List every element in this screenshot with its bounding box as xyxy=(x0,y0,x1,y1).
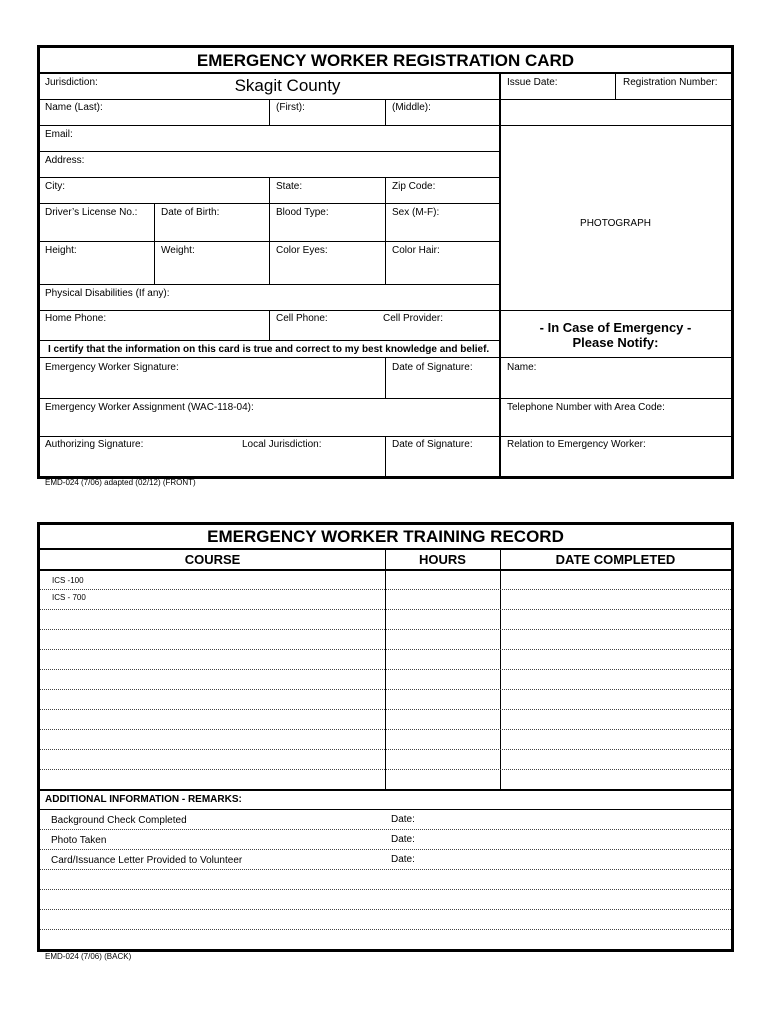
signature-date-label: Date of Signature: xyxy=(392,362,473,373)
contact-name-label: Name: xyxy=(507,362,537,373)
table-row xyxy=(40,589,731,609)
hours-cell[interactable] xyxy=(385,729,500,749)
issue-date-label: Issue Date: xyxy=(507,77,558,88)
cell-provider-label: Cell Provider: xyxy=(383,313,444,324)
contact-phone-label: Telephone Number with Area Code: xyxy=(507,402,665,413)
table-row xyxy=(40,629,731,649)
name-middle-label: (Middle): xyxy=(392,102,431,113)
hours-cell[interactable] xyxy=(385,609,500,629)
remarks-title: ADDITIONAL INFORMATION - REMARKS: xyxy=(45,794,242,805)
date-completed-cell[interactable] xyxy=(500,769,731,789)
name-first-label: (First): xyxy=(276,102,305,113)
license-label: Driver’s License No.: xyxy=(45,207,138,218)
date-completed-cell[interactable] xyxy=(500,689,731,709)
date-completed-cell[interactable] xyxy=(500,729,731,749)
date-column-header: DATE COMPLETED xyxy=(555,552,676,567)
course-cell[interactable]: ICS - 700 xyxy=(52,593,86,602)
hours-cell[interactable] xyxy=(385,689,500,709)
disabilities-label: Physical Disabilities (If any): xyxy=(45,288,170,299)
hair-color-label: Color Hair: xyxy=(392,245,440,256)
emergency-subheading: Please Notify: xyxy=(572,335,659,350)
height-label: Height: xyxy=(45,245,77,256)
date-completed-cell[interactable] xyxy=(500,629,731,649)
back-footer: EMD-024 (7/06) (BACK) xyxy=(45,952,132,961)
hours-cell[interactable] xyxy=(385,589,500,609)
authorizing-date-label: Date of Signature: xyxy=(392,439,473,450)
table-row xyxy=(40,649,731,669)
remark-date-label: Date: xyxy=(391,854,415,865)
cell-phone-label: Cell Phone: xyxy=(276,313,328,324)
hours-cell[interactable] xyxy=(385,669,500,689)
date-completed-cell[interactable] xyxy=(500,649,731,669)
authorizing-signature-label: Authorizing Signature: xyxy=(45,439,144,450)
address-label: Address: xyxy=(45,155,85,166)
state-label: State: xyxy=(276,181,303,192)
front-footer: EMD-024 (7/06) adapted (02/12) (FRONT) xyxy=(45,478,196,487)
remark-date-label: Date: xyxy=(391,834,415,845)
hours-column-header: HOURS xyxy=(419,552,466,567)
registration-card-title: EMERGENCY WORKER REGISTRATION CARD xyxy=(196,51,575,70)
table-row xyxy=(40,709,731,729)
email-label: Email: xyxy=(45,129,73,140)
home-phone-label: Home Phone: xyxy=(45,313,107,324)
date-completed-cell[interactable] xyxy=(500,589,731,609)
date-completed-cell[interactable] xyxy=(500,669,731,689)
table-row xyxy=(40,749,731,769)
table-row xyxy=(40,729,731,749)
hours-cell[interactable] xyxy=(385,749,500,769)
dob-label: Date of Birth: xyxy=(161,207,220,218)
date-completed-cell[interactable] xyxy=(500,609,731,629)
jurisdiction-value[interactable]: Skagit County xyxy=(234,76,341,95)
city-label: City: xyxy=(45,181,65,192)
registration-number-label: Registration Number: xyxy=(623,77,718,88)
hours-cell[interactable] xyxy=(385,769,500,789)
jurisdiction-label: Jurisdiction: xyxy=(45,77,98,88)
course-cell[interactable]: ICS -100 xyxy=(52,576,84,585)
hours-cell[interactable] xyxy=(385,569,500,589)
remark-item: Card/Issuance Letter Provided to Volunteer xyxy=(51,855,243,866)
photograph-label: PHOTOGRAPH xyxy=(580,218,651,229)
blood-type-label: Blood Type: xyxy=(276,207,329,218)
weight-label: Weight: xyxy=(161,245,195,256)
table-row xyxy=(40,569,731,589)
table-row xyxy=(40,609,731,629)
remark-item: Photo Taken xyxy=(51,835,107,846)
certification-statement: I certify that the information on this card is true and correct to my best knowledge and belief. xyxy=(48,344,490,355)
hours-cell[interactable] xyxy=(385,649,500,669)
hours-cell[interactable] xyxy=(385,629,500,649)
table-row xyxy=(40,669,731,689)
training-record-title: EMERGENCY WORKER TRAINING RECORD xyxy=(207,527,564,546)
table-row xyxy=(40,769,731,789)
name-last-label: Name (Last): xyxy=(45,102,103,113)
eye-color-label: Color Eyes: xyxy=(276,245,328,256)
date-completed-cell[interactable] xyxy=(500,709,731,729)
sex-label: Sex (M-F): xyxy=(392,207,440,218)
date-completed-cell[interactable] xyxy=(500,569,731,589)
table-row xyxy=(40,689,731,709)
zip-label: Zip Code: xyxy=(392,181,436,192)
date-completed-cell[interactable] xyxy=(500,749,731,769)
title-divider xyxy=(40,72,731,74)
worker-signature-label: Emergency Worker Signature: xyxy=(45,362,179,373)
remark-date-label: Date: xyxy=(391,814,415,825)
local-jurisdiction-label: Local Jurisdiction: xyxy=(242,439,322,450)
emergency-heading: - In Case of Emergency - xyxy=(539,320,692,335)
course-column-header: COURSE xyxy=(184,552,241,567)
relation-label: Relation to Emergency Worker: xyxy=(507,439,646,450)
hours-cell[interactable] xyxy=(385,709,500,729)
assignment-label: Emergency Worker Assignment (WAC-118-04): xyxy=(45,402,254,413)
remark-item: Background Check Completed xyxy=(51,815,187,826)
